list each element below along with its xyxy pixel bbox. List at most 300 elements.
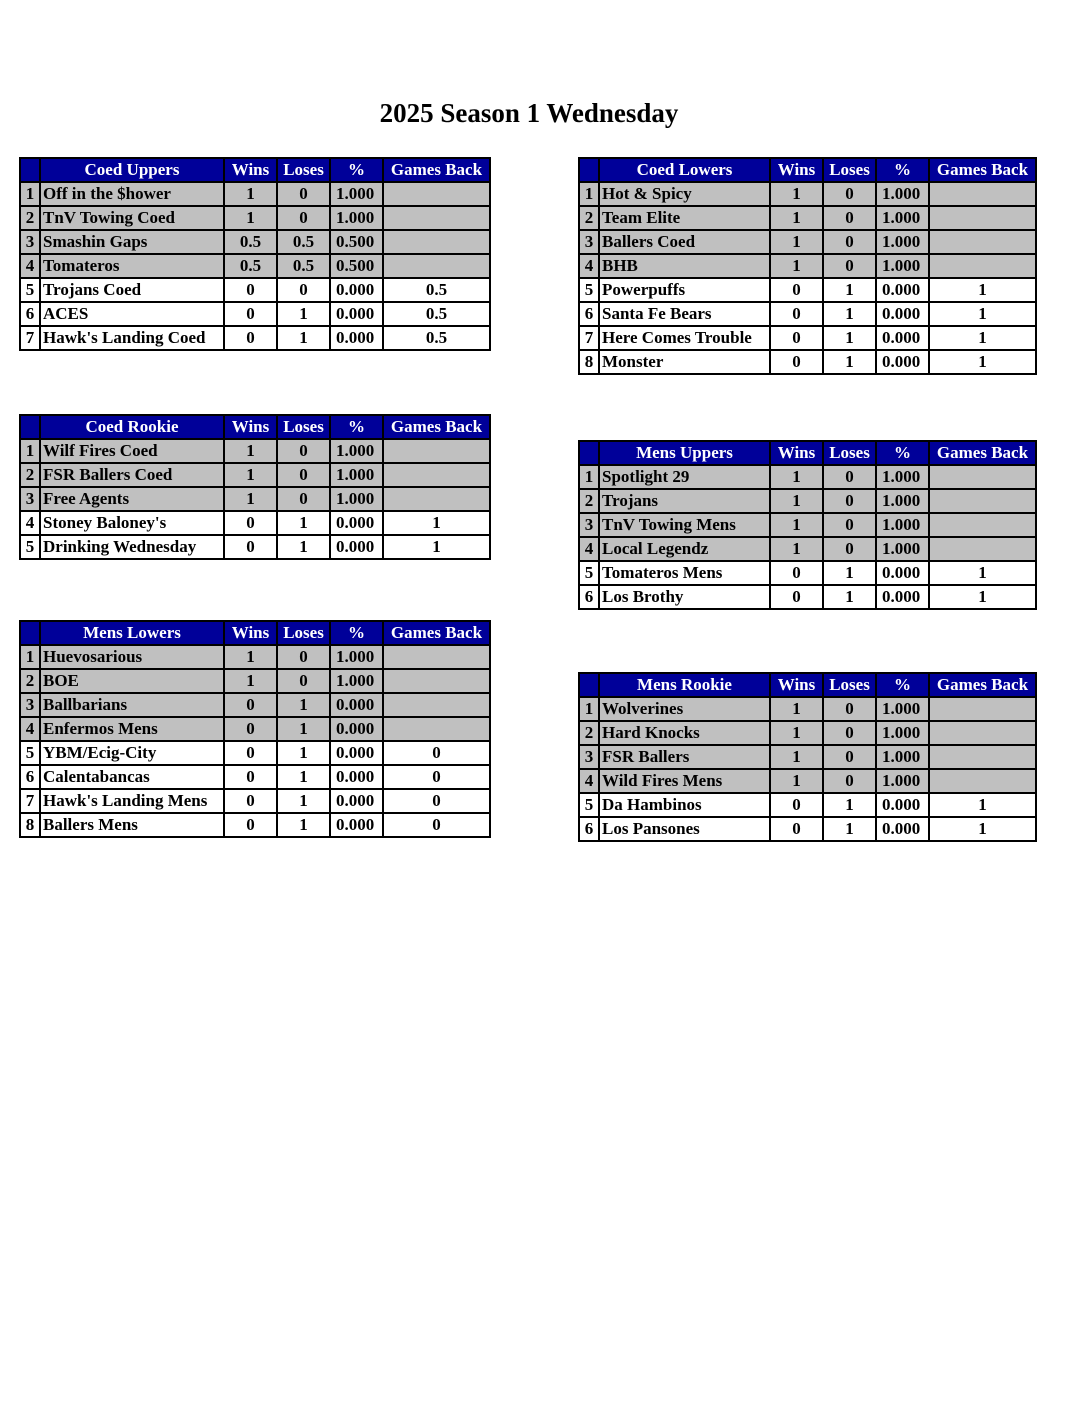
wins-header: Wins — [224, 158, 277, 182]
table-row — [20, 645, 490, 669]
games-back-cell — [383, 717, 490, 741]
wins-cell: 0 — [770, 793, 823, 817]
pct-cell: 0.000 — [330, 765, 383, 789]
header-row — [579, 673, 1036, 697]
games-back-cell — [929, 489, 1036, 513]
games-back-cell: 0 — [383, 741, 490, 765]
table-row — [579, 230, 1036, 254]
games-back-header: Games Back — [383, 621, 490, 645]
loses-cell: 1 — [823, 561, 876, 585]
table-row — [20, 789, 490, 813]
wins-header: Wins — [224, 415, 277, 439]
loses-cell: 1 — [277, 717, 330, 741]
wins-cell: 1 — [770, 254, 823, 278]
team-name-cell: Ballers Coed — [599, 230, 770, 254]
wins-cell: 1 — [770, 230, 823, 254]
wins-header: Wins — [770, 158, 823, 182]
wins-cell: 1 — [224, 439, 277, 463]
loses-cell: 1 — [277, 693, 330, 717]
rank-header — [579, 441, 599, 465]
pct-cell: 0.500 — [330, 230, 383, 254]
team-name-cell: Tomateros — [40, 254, 224, 278]
pct-cell: 1.000 — [876, 206, 929, 230]
team-name-cell: Monster — [599, 350, 770, 374]
team-name-cell: BHB — [599, 254, 770, 278]
team-name-cell: Off in the $hower — [40, 182, 224, 206]
table-row — [579, 278, 1036, 302]
rank-cell: 4 — [579, 769, 599, 793]
rank-header — [579, 673, 599, 697]
games-back-header: Games Back — [929, 158, 1036, 182]
wins-cell: 1 — [770, 182, 823, 206]
pct-cell: 1.000 — [330, 645, 383, 669]
team-name-cell: Wilf Fires Coed — [40, 439, 224, 463]
header-row — [579, 158, 1036, 182]
wins-cell: 1 — [224, 487, 277, 511]
team-name-cell: Hawk's Landing Mens — [40, 789, 224, 813]
pct-cell: 0.000 — [330, 717, 383, 741]
loses-cell: 0 — [277, 182, 330, 206]
games-back-header: Games Back — [383, 158, 490, 182]
pct-cell: 1.000 — [876, 745, 929, 769]
table-row — [579, 745, 1036, 769]
rank-cell: 7 — [579, 326, 599, 350]
team-name-cell: Los Pansones — [599, 817, 770, 841]
pct-header: % — [876, 673, 929, 697]
team-name-cell: Tomateros Mens — [599, 561, 770, 585]
rank-cell: 5 — [20, 741, 40, 765]
table-row — [579, 326, 1036, 350]
games-back-cell — [383, 182, 490, 206]
pct-cell: 0.000 — [876, 585, 929, 609]
rank-cell: 5 — [20, 278, 40, 302]
wins-cell: 0 — [770, 302, 823, 326]
rank-cell: 6 — [579, 817, 599, 841]
loses-cell: 0 — [823, 721, 876, 745]
table-row — [20, 693, 490, 717]
wins-cell: 0 — [770, 561, 823, 585]
loses-header: Loses — [823, 673, 876, 697]
division-header: Mens Uppers — [599, 441, 770, 465]
team-name-cell: Calentabancas — [40, 765, 224, 789]
table-row — [579, 561, 1036, 585]
loses-cell: 0 — [277, 487, 330, 511]
pct-header: % — [876, 158, 929, 182]
wins-cell: 1 — [224, 182, 277, 206]
table-row — [20, 254, 490, 278]
games-back-cell — [929, 182, 1036, 206]
loses-cell: 0 — [823, 769, 876, 793]
rank-cell: 3 — [579, 230, 599, 254]
table-row — [579, 721, 1036, 745]
rank-cell: 1 — [20, 182, 40, 206]
table-row — [579, 350, 1036, 374]
wins-cell: 1 — [770, 537, 823, 561]
pct-cell: 1.000 — [876, 769, 929, 793]
games-back-cell — [929, 230, 1036, 254]
pct-cell: 0.000 — [876, 326, 929, 350]
team-name-cell: BOE — [40, 669, 224, 693]
games-back-cell — [929, 537, 1036, 561]
loses-cell: 1 — [823, 302, 876, 326]
games-back-cell — [929, 465, 1036, 489]
team-name-cell: Wolverines — [599, 697, 770, 721]
table-row — [20, 182, 490, 206]
pct-cell: 0.000 — [330, 741, 383, 765]
wins-cell: 1 — [224, 669, 277, 693]
header-row — [20, 158, 490, 182]
wins-cell: 0 — [224, 813, 277, 837]
games-back-cell — [383, 254, 490, 278]
loses-header: Loses — [277, 158, 330, 182]
rank-cell: 3 — [20, 693, 40, 717]
team-name-cell: Local Legendz — [599, 537, 770, 561]
team-name-cell: Spotlight 29 — [599, 465, 770, 489]
pct-cell: 0.000 — [330, 511, 383, 535]
rank-cell: 3 — [579, 513, 599, 537]
standings-table-coed-rookie — [19, 414, 491, 560]
games-back-cell — [929, 769, 1036, 793]
wins-cell: 0 — [224, 326, 277, 350]
standings-table-mens-rookie — [578, 672, 1037, 842]
games-back-cell: 0 — [383, 813, 490, 837]
team-name-cell: Trojans Coed — [40, 278, 224, 302]
team-name-cell: YBM/Ecig-City — [40, 741, 224, 765]
team-name-cell: Free Agents — [40, 487, 224, 511]
loses-cell: 0 — [823, 537, 876, 561]
loses-cell: 0 — [823, 230, 876, 254]
pct-cell: 1.000 — [876, 513, 929, 537]
loses-cell: 0 — [823, 513, 876, 537]
table-row — [20, 741, 490, 765]
loses-cell: 0 — [823, 206, 876, 230]
pct-cell: 1.000 — [330, 206, 383, 230]
division-header: Coed Uppers — [40, 158, 224, 182]
table-row — [20, 535, 490, 559]
loses-cell: 0 — [823, 465, 876, 489]
team-name-cell: Hot & Spicy — [599, 182, 770, 206]
team-name-cell: Here Comes Trouble — [599, 326, 770, 350]
games-back-cell: 0 — [383, 789, 490, 813]
table-row — [20, 765, 490, 789]
pct-header: % — [330, 621, 383, 645]
loses-cell: 0 — [823, 745, 876, 769]
rank-cell: 1 — [20, 439, 40, 463]
rank-cell: 2 — [579, 489, 599, 513]
games-back-cell: 0 — [383, 765, 490, 789]
table-row — [20, 813, 490, 837]
wins-cell: 0.5 — [224, 254, 277, 278]
rank-cell: 4 — [579, 537, 599, 561]
team-name-cell: Ballbarians — [40, 693, 224, 717]
games-back-header: Games Back — [383, 415, 490, 439]
table-row — [20, 278, 490, 302]
games-back-cell: 1 — [383, 511, 490, 535]
games-back-cell — [383, 230, 490, 254]
standings-table-mens-lowers — [19, 620, 491, 838]
loses-cell: 0 — [823, 489, 876, 513]
games-back-cell: 1 — [383, 535, 490, 559]
table-row — [579, 513, 1036, 537]
wins-cell: 0 — [224, 741, 277, 765]
games-back-cell — [383, 487, 490, 511]
pct-cell: 0.000 — [876, 350, 929, 374]
games-back-cell — [383, 693, 490, 717]
pct-header: % — [876, 441, 929, 465]
team-name-cell: Huevosarious — [40, 645, 224, 669]
pct-cell: 1.000 — [876, 230, 929, 254]
pct-cell: 1.000 — [876, 721, 929, 745]
loses-cell: 1 — [277, 326, 330, 350]
table-row — [20, 302, 490, 326]
table-row — [579, 769, 1036, 793]
loses-cell: 0 — [823, 254, 876, 278]
loses-cell: 0.5 — [277, 230, 330, 254]
loses-cell: 1 — [823, 793, 876, 817]
table-row — [579, 537, 1036, 561]
table-row — [20, 206, 490, 230]
standings-table-mens-uppers — [578, 440, 1037, 610]
games-back-cell — [383, 645, 490, 669]
loses-cell: 0 — [277, 645, 330, 669]
team-name-cell: Wild Fires Mens — [599, 769, 770, 793]
table-row — [579, 489, 1036, 513]
wins-cell: 0 — [224, 278, 277, 302]
wins-cell: 1 — [770, 769, 823, 793]
division-header: Coed Rookie — [40, 415, 224, 439]
wins-cell: 1 — [770, 697, 823, 721]
pct-cell: 1.000 — [876, 489, 929, 513]
rank-cell: 5 — [20, 535, 40, 559]
loses-header: Loses — [823, 441, 876, 465]
table-row — [579, 585, 1036, 609]
table-row — [20, 717, 490, 741]
games-back-header: Games Back — [929, 441, 1036, 465]
rank-header — [20, 415, 40, 439]
rank-cell: 5 — [579, 793, 599, 817]
pct-cell: 1.000 — [876, 254, 929, 278]
pct-cell: 0.000 — [876, 817, 929, 841]
rank-cell: 3 — [20, 487, 40, 511]
wins-cell: 1 — [770, 721, 823, 745]
rank-cell: 8 — [20, 813, 40, 837]
loses-cell: 1 — [277, 535, 330, 559]
rank-cell: 6 — [20, 302, 40, 326]
wins-cell: 1 — [770, 513, 823, 537]
loses-cell: 0 — [823, 697, 876, 721]
games-back-cell — [383, 206, 490, 230]
rank-cell: 1 — [579, 182, 599, 206]
pct-cell: 1.000 — [330, 487, 383, 511]
team-name-cell: Hawk's Landing Coed — [40, 326, 224, 350]
pct-cell: 0.000 — [876, 561, 929, 585]
team-name-cell: Stoney Baloney's — [40, 511, 224, 535]
pct-cell: 0.000 — [330, 326, 383, 350]
team-name-cell: Da Hambinos — [599, 793, 770, 817]
loses-header: Loses — [823, 158, 876, 182]
table-row — [20, 669, 490, 693]
loses-cell: 0 — [277, 278, 330, 302]
pct-cell: 0.000 — [330, 278, 383, 302]
loses-cell: 1 — [823, 326, 876, 350]
team-name-cell: FSR Ballers Coed — [40, 463, 224, 487]
team-name-cell: Smashin Gaps — [40, 230, 224, 254]
games-back-cell — [383, 669, 490, 693]
games-back-cell: 0.5 — [383, 278, 490, 302]
wins-header: Wins — [770, 673, 823, 697]
table-row — [579, 697, 1036, 721]
page-title: 2025 Season 1 Wednesday — [379, 98, 679, 128]
rank-cell: 5 — [579, 278, 599, 302]
rank-cell: 4 — [20, 511, 40, 535]
wins-cell: 1 — [770, 465, 823, 489]
loses-cell: 1 — [277, 765, 330, 789]
loses-cell: 0 — [277, 669, 330, 693]
wins-cell: 0 — [224, 765, 277, 789]
loses-cell: 1 — [277, 789, 330, 813]
games-back-cell — [929, 254, 1036, 278]
wins-cell: 0 — [770, 350, 823, 374]
games-back-cell: 1 — [929, 350, 1036, 374]
pct-cell: 1.000 — [876, 697, 929, 721]
pct-cell: 0.000 — [330, 302, 383, 326]
table-row — [579, 465, 1036, 489]
team-name-cell: Santa Fe Bears — [599, 302, 770, 326]
wins-cell: 1 — [770, 745, 823, 769]
wins-cell: 0 — [770, 585, 823, 609]
table-row — [20, 487, 490, 511]
team-name-cell: TnV Towing Mens — [599, 513, 770, 537]
table-row — [579, 206, 1036, 230]
header-row — [579, 441, 1036, 465]
division-header: Mens Rookie — [599, 673, 770, 697]
games-back-cell — [929, 745, 1036, 769]
rank-cell: 4 — [20, 717, 40, 741]
loses-cell: 1 — [823, 278, 876, 302]
rank-cell: 2 — [20, 206, 40, 230]
pct-cell: 1.000 — [330, 439, 383, 463]
games-back-cell: 1 — [929, 585, 1036, 609]
table-row — [579, 302, 1036, 326]
table-row — [20, 463, 490, 487]
rank-cell: 1 — [20, 645, 40, 669]
games-back-cell — [383, 463, 490, 487]
team-name-cell: Los Brothy — [599, 585, 770, 609]
loses-cell: 0 — [277, 439, 330, 463]
pct-cell: 1.000 — [330, 669, 383, 693]
pct-cell: 0.000 — [330, 789, 383, 813]
pct-header: % — [330, 415, 383, 439]
games-back-cell: 1 — [929, 793, 1036, 817]
standings-table-coed-lowers — [578, 157, 1037, 375]
wins-cell: 1 — [224, 206, 277, 230]
rank-cell: 2 — [20, 463, 40, 487]
wins-header: Wins — [224, 621, 277, 645]
loses-cell: 1 — [823, 350, 876, 374]
pct-cell: 0.000 — [876, 278, 929, 302]
rank-cell: 4 — [579, 254, 599, 278]
rank-cell: 2 — [20, 669, 40, 693]
games-back-cell — [929, 513, 1036, 537]
pct-cell: 1.000 — [330, 463, 383, 487]
pct-cell: 0.000 — [876, 793, 929, 817]
wins-cell: 0 — [770, 278, 823, 302]
rank-cell: 6 — [20, 765, 40, 789]
pct-cell: 1.000 — [876, 537, 929, 561]
wins-cell: 0 — [224, 693, 277, 717]
rank-cell: 6 — [579, 585, 599, 609]
loses-cell: 1 — [823, 817, 876, 841]
games-back-cell — [929, 206, 1036, 230]
table-row — [579, 817, 1036, 841]
loses-cell: 1 — [277, 302, 330, 326]
division-header: Coed Lowers — [599, 158, 770, 182]
loses-cell: 1 — [277, 741, 330, 765]
games-back-cell — [929, 697, 1036, 721]
wins-cell: 0 — [770, 326, 823, 350]
rank-cell: 7 — [20, 326, 40, 350]
games-back-cell: 0.5 — [383, 326, 490, 350]
pct-cell: 0.000 — [330, 535, 383, 559]
pct-cell: 0.000 — [330, 693, 383, 717]
table-row — [579, 793, 1036, 817]
games-back-cell: 0.5 — [383, 302, 490, 326]
team-name-cell: TnV Towing Coed — [40, 206, 224, 230]
rank-cell: 2 — [579, 206, 599, 230]
rank-cell: 4 — [20, 254, 40, 278]
rank-cell: 8 — [579, 350, 599, 374]
wins-cell: 0 — [770, 817, 823, 841]
table-row — [20, 439, 490, 463]
pct-cell: 1.000 — [330, 182, 383, 206]
rank-cell: 5 — [579, 561, 599, 585]
header-row — [20, 621, 490, 645]
rank-cell: 3 — [20, 230, 40, 254]
games-back-cell: 1 — [929, 278, 1036, 302]
table-row — [579, 182, 1036, 206]
table-row — [20, 326, 490, 350]
table-row — [20, 511, 490, 535]
wins-cell: 0 — [224, 302, 277, 326]
team-name-cell: FSR Ballers — [599, 745, 770, 769]
rank-cell: 6 — [579, 302, 599, 326]
wins-cell: 0 — [224, 789, 277, 813]
rank-header — [20, 158, 40, 182]
division-header: Mens Lowers — [40, 621, 224, 645]
rank-header — [579, 158, 599, 182]
games-back-cell: 1 — [929, 561, 1036, 585]
loses-header: Loses — [277, 415, 330, 439]
rank-cell: 7 — [20, 789, 40, 813]
team-name-cell: Hard Knocks — [599, 721, 770, 745]
loses-cell: 0 — [277, 206, 330, 230]
pct-cell: 1.000 — [876, 465, 929, 489]
wins-cell: 0 — [224, 717, 277, 741]
wins-cell: 1 — [770, 206, 823, 230]
table-row — [20, 230, 490, 254]
wins-cell: 1 — [224, 645, 277, 669]
wins-cell: 0 — [224, 511, 277, 535]
team-name-cell: Trojans — [599, 489, 770, 513]
games-back-cell: 1 — [929, 326, 1036, 350]
loses-cell: 0 — [823, 182, 876, 206]
wins-cell: 0.5 — [224, 230, 277, 254]
rank-cell: 2 — [579, 721, 599, 745]
games-back-cell — [929, 721, 1036, 745]
pct-cell: 1.000 — [876, 182, 929, 206]
rank-cell: 1 — [579, 465, 599, 489]
pct-cell: 0.000 — [330, 813, 383, 837]
